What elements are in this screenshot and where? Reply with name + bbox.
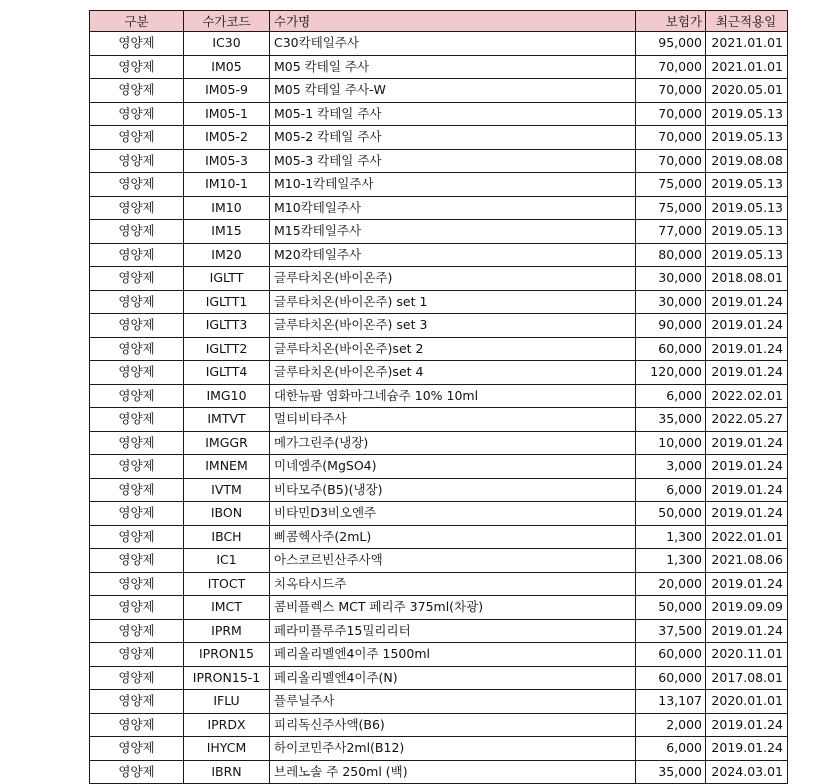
price-table-sheet: [89, 10, 783, 784]
cell-name: 치옥타시드주: [270, 572, 636, 596]
cell-code: IPRON15-1: [184, 666, 270, 690]
cell-name: 브레노솔 주 250ml (백): [270, 760, 636, 784]
cell-price: 35,000: [636, 760, 706, 784]
cell-code: IPRDX: [184, 713, 270, 737]
cell-date: 2018.08.01: [706, 267, 788, 291]
cell-code: IM10-1: [184, 173, 270, 197]
cell-category: 영양제: [90, 102, 184, 126]
cell-name: 하이코민주사2ml(B12): [270, 737, 636, 761]
cell-category: 영양제: [90, 126, 184, 150]
cell-name: 미네엠주(MgSO4): [270, 455, 636, 479]
cell-date: 2019.01.24: [706, 619, 788, 643]
cell-code: IGLTT1: [184, 290, 270, 314]
cell-date: 2022.05.27: [706, 408, 788, 432]
cell-date: 2019.01.24: [706, 502, 788, 526]
cell-date: 2020.01.01: [706, 690, 788, 714]
cell-code: IM05-2: [184, 126, 270, 150]
cell-category: 영양제: [90, 478, 184, 502]
cell-code: IMG10: [184, 384, 270, 408]
cell-price: 77,000: [636, 220, 706, 244]
table-row: [90, 337, 788, 361]
header-name: 수가명: [270, 11, 636, 32]
cell-price: 95,000: [636, 32, 706, 56]
cell-price: 70,000: [636, 149, 706, 173]
cell-code: IGLTT3: [184, 314, 270, 338]
cell-price: 1,300: [636, 525, 706, 549]
cell-price: 10,000: [636, 431, 706, 455]
cell-date: 2021.01.01: [706, 55, 788, 79]
table-row: [90, 243, 788, 267]
cell-price: 50,000: [636, 596, 706, 620]
table-row: [90, 643, 788, 667]
cell-price: 2,000: [636, 713, 706, 737]
cell-date: 2019.01.24: [706, 314, 788, 338]
cell-price: 70,000: [636, 102, 706, 126]
cell-name: 페라미플루주15밀리리터: [270, 619, 636, 643]
cell-name: 글루타치온(바이온주)set 4: [270, 361, 636, 385]
cell-category: 영양제: [90, 455, 184, 479]
cell-category: 영양제: [90, 713, 184, 737]
table-row: [90, 549, 788, 573]
cell-date: 2019.01.24: [706, 737, 788, 761]
cell-price: 13,107: [636, 690, 706, 714]
cell-name: M10칵테일주사: [270, 196, 636, 220]
table-row: [90, 267, 788, 291]
cell-name: M05 칵테일 주사-W: [270, 79, 636, 103]
cell-price: 20,000: [636, 572, 706, 596]
cell-price: 50,000: [636, 502, 706, 526]
cell-name: M15칵테일주사: [270, 220, 636, 244]
cell-category: 영양제: [90, 32, 184, 56]
cell-code: IC1: [184, 549, 270, 573]
table-row: [90, 408, 788, 432]
table-row: [90, 713, 788, 737]
cell-price: 30,000: [636, 267, 706, 291]
header-row: [90, 11, 788, 32]
cell-category: 영양제: [90, 149, 184, 173]
cell-category: 영양제: [90, 290, 184, 314]
cell-category: 영양제: [90, 549, 184, 573]
cell-price: 35,000: [636, 408, 706, 432]
cell-code: IHYCM: [184, 737, 270, 761]
cell-price: 30,000: [636, 290, 706, 314]
cell-name: C30칵테일주사: [270, 32, 636, 56]
cell-category: 영양제: [90, 196, 184, 220]
cell-code: IBON: [184, 502, 270, 526]
cell-price: 90,000: [636, 314, 706, 338]
cell-name: 비타모주(B5)(냉장): [270, 478, 636, 502]
cell-date: 2019.01.24: [706, 431, 788, 455]
cell-price: 6,000: [636, 737, 706, 761]
header-date: 최근적용일: [706, 11, 788, 32]
table-row: [90, 478, 788, 502]
price-table: [89, 10, 788, 784]
cell-price: 70,000: [636, 126, 706, 150]
cell-code: IGLTT4: [184, 361, 270, 385]
cell-date: 2019.05.13: [706, 243, 788, 267]
cell-price: 120,000: [636, 361, 706, 385]
cell-code: IM05-1: [184, 102, 270, 126]
cell-category: 영양제: [90, 361, 184, 385]
cell-code: IGLTT2: [184, 337, 270, 361]
cell-date: 2019.05.13: [706, 196, 788, 220]
table-row: [90, 55, 788, 79]
cell-date: 2020.05.01: [706, 79, 788, 103]
cell-date: 2019.05.13: [706, 220, 788, 244]
cell-category: 영양제: [90, 596, 184, 620]
cell-category: 영양제: [90, 173, 184, 197]
cell-date: 2024.03.01: [706, 760, 788, 784]
table-row: [90, 572, 788, 596]
cell-name: 페리올리멜엔4이주(N): [270, 666, 636, 690]
header-price: 보험가: [636, 11, 706, 32]
cell-name: M05-2 칵테일 주사: [270, 126, 636, 150]
cell-date: 2019.05.13: [706, 102, 788, 126]
cell-price: 60,000: [636, 666, 706, 690]
cell-category: 영양제: [90, 643, 184, 667]
cell-category: 영양제: [90, 243, 184, 267]
cell-date: 2019.05.13: [706, 173, 788, 197]
cell-category: 영양제: [90, 220, 184, 244]
cell-name: 아스코르빈산주사액: [270, 549, 636, 573]
cell-category: 영양제: [90, 55, 184, 79]
table-row: [90, 619, 788, 643]
table-row: [90, 79, 788, 103]
table-row: [90, 666, 788, 690]
table-row: [90, 314, 788, 338]
cell-date: 2019.01.24: [706, 290, 788, 314]
cell-code: IVTM: [184, 478, 270, 502]
cell-name: 글루타치온(바이온주) set 1: [270, 290, 636, 314]
table-row: [90, 737, 788, 761]
cell-date: 2017.08.01: [706, 666, 788, 690]
table-row: [90, 596, 788, 620]
cell-date: 2019.01.24: [706, 572, 788, 596]
cell-name: 대한뉴팜 염화마그네슘주 10% 10ml: [270, 384, 636, 408]
cell-code: IMCT: [184, 596, 270, 620]
table-body: [90, 32, 788, 784]
cell-price: 60,000: [636, 337, 706, 361]
table-row: [90, 102, 788, 126]
cell-price: 1,300: [636, 549, 706, 573]
table-row: [90, 220, 788, 244]
cell-category: 영양제: [90, 431, 184, 455]
cell-category: 영양제: [90, 525, 184, 549]
cell-price: 3,000: [636, 455, 706, 479]
cell-code: IPRON15: [184, 643, 270, 667]
table-row: [90, 196, 788, 220]
cell-date: 2020.11.01: [706, 643, 788, 667]
cell-category: 영양제: [90, 314, 184, 338]
cell-name: M20칵테일주사: [270, 243, 636, 267]
table-row: [90, 290, 788, 314]
cell-code: IFLU: [184, 690, 270, 714]
header-category: 구분: [90, 11, 184, 32]
cell-code: IM05-3: [184, 149, 270, 173]
table-row: [90, 502, 788, 526]
cell-code: IBCH: [184, 525, 270, 549]
cell-code: IM05: [184, 55, 270, 79]
cell-price: 6,000: [636, 384, 706, 408]
cell-name: M05-1 칵테일 주사: [270, 102, 636, 126]
cell-name: 삐콤헥사주(2mL): [270, 525, 636, 549]
cell-price: 80,000: [636, 243, 706, 267]
cell-name: 비타민D3비오엔주: [270, 502, 636, 526]
cell-name: 콤비플렉스 MCT 페리주 375ml(차광): [270, 596, 636, 620]
cell-price: 60,000: [636, 643, 706, 667]
cell-category: 영양제: [90, 666, 184, 690]
cell-code: IGLTT: [184, 267, 270, 291]
cell-category: 영양제: [90, 79, 184, 103]
table-row: [90, 760, 788, 784]
cell-price: 37,500: [636, 619, 706, 643]
cell-code: IMTVT: [184, 408, 270, 432]
cell-name: 메가그린주(냉장): [270, 431, 636, 455]
cell-category: 영양제: [90, 502, 184, 526]
cell-price: 70,000: [636, 79, 706, 103]
cell-date: 2022.02.01: [706, 384, 788, 408]
cell-name: 멀티비타주사: [270, 408, 636, 432]
cell-code: IC30: [184, 32, 270, 56]
cell-category: 영양제: [90, 572, 184, 596]
table-row: [90, 431, 788, 455]
table-row: [90, 173, 788, 197]
table-row: [90, 455, 788, 479]
cell-code: IM15: [184, 220, 270, 244]
table-row: [90, 384, 788, 408]
cell-category: 영양제: [90, 384, 184, 408]
cell-code: IMNEM: [184, 455, 270, 479]
cell-name: 피리독신주사액(B6): [270, 713, 636, 737]
cell-name: M10-1칵테일주사: [270, 173, 636, 197]
cell-price: 6,000: [636, 478, 706, 502]
cell-date: 2019.01.24: [706, 478, 788, 502]
cell-name: 페리올리멜엔4이주 1500ml: [270, 643, 636, 667]
cell-date: 2019.01.24: [706, 361, 788, 385]
table-row: [90, 149, 788, 173]
cell-name: 글루타치온(바이온주)set 2: [270, 337, 636, 361]
table-header: [90, 11, 788, 32]
cell-date: 2019.09.09: [706, 596, 788, 620]
cell-category: 영양제: [90, 619, 184, 643]
cell-name: M05-3 칵테일 주사: [270, 149, 636, 173]
cell-category: 영양제: [90, 760, 184, 784]
cell-date: 2021.01.01: [706, 32, 788, 56]
cell-category: 영양제: [90, 337, 184, 361]
table-row: [90, 126, 788, 150]
cell-name: M05 칵테일 주사: [270, 55, 636, 79]
cell-code: IBRN: [184, 760, 270, 784]
cell-price: 70,000: [636, 55, 706, 79]
cell-category: 영양제: [90, 737, 184, 761]
cell-code: IPRM: [184, 619, 270, 643]
cell-date: 2021.08.06: [706, 549, 788, 573]
table-row: [90, 525, 788, 549]
table-row: [90, 361, 788, 385]
cell-category: 영양제: [90, 408, 184, 432]
cell-date: 2019.01.24: [706, 455, 788, 479]
cell-code: IM20: [184, 243, 270, 267]
cell-date: 2022.01.01: [706, 525, 788, 549]
cell-date: 2019.01.24: [706, 713, 788, 737]
table-row: [90, 32, 788, 56]
cell-date: 2019.08.08: [706, 149, 788, 173]
cell-code: IM10: [184, 196, 270, 220]
cell-name: 글루타치온(바이온주) set 3: [270, 314, 636, 338]
cell-date: 2019.05.13: [706, 126, 788, 150]
cell-price: 75,000: [636, 196, 706, 220]
table-row: [90, 690, 788, 714]
cell-category: 영양제: [90, 690, 184, 714]
header-code: 수가코드: [184, 11, 270, 32]
cell-code: IM05-9: [184, 79, 270, 103]
cell-code: IMGGR: [184, 431, 270, 455]
cell-code: ITOCT: [184, 572, 270, 596]
cell-date: 2019.01.24: [706, 337, 788, 361]
cell-category: 영양제: [90, 267, 184, 291]
cell-name: 플루닐주사: [270, 690, 636, 714]
cell-name: 글루타치온(바이온주): [270, 267, 636, 291]
cell-price: 75,000: [636, 173, 706, 197]
